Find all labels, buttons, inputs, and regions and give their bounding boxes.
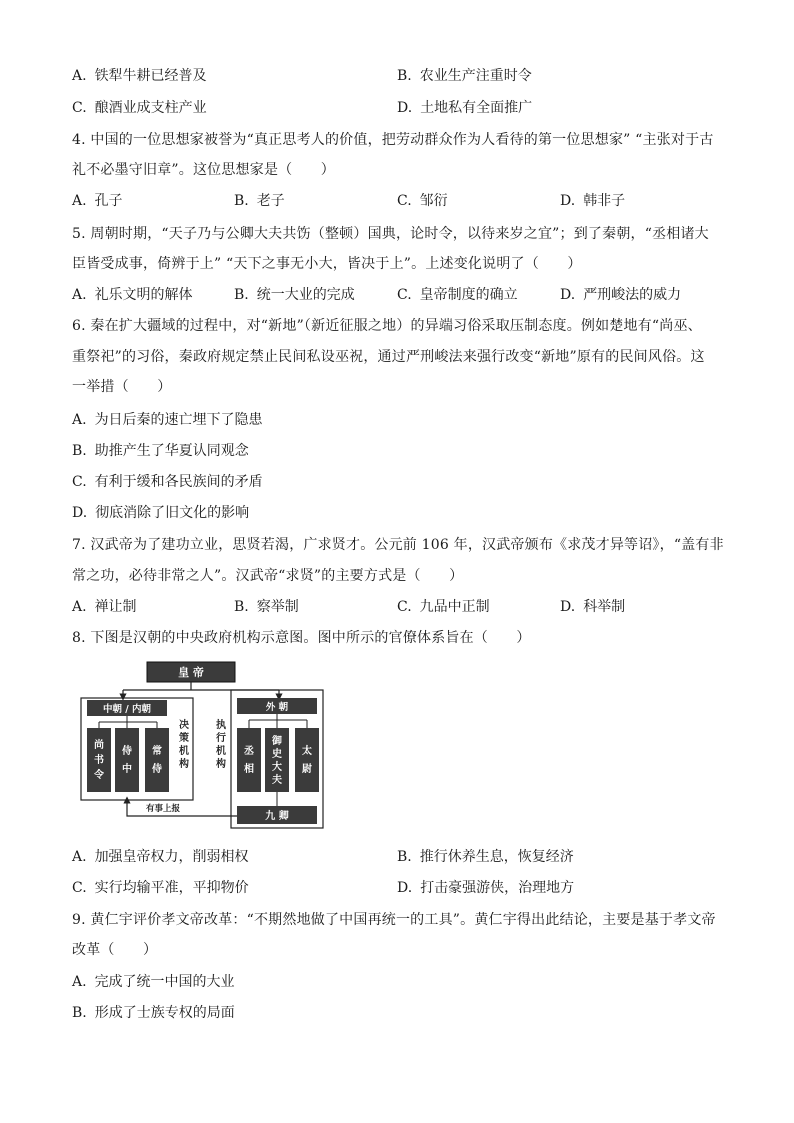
q8-option-c: C. 实行均输平准，平抑物价: [72, 880, 249, 896]
office-chengxiang-c1: 丞: [244, 746, 254, 757]
inner-court-label: 中朝 / 内朝: [102, 704, 152, 715]
q6-option-b: B. 助推产生了华夏认同观念: [72, 443, 249, 459]
q4-option-a: A. 孔子: [72, 193, 123, 209]
q6-stem-line2: 重祭祀”的习俗，秦政府规定禁止民间私设巫祝，通过严刑峻法来强行改变“新地”原有的民间风俗。这: [72, 349, 705, 365]
q9-stem-line1: 9. 黄仁宇评价孝文帝改革：“不期然地做了中国再统一的工具”。黄仁宇得出此结论，主要是基于孝文帝: [72, 912, 716, 928]
q5-option-a: A. 礼乐文明的解体: [72, 287, 193, 303]
q4-option-c: C. 邹衍: [397, 193, 448, 209]
q8-option-a: A. 加强皇帝权力，削弱相权: [72, 849, 249, 865]
q6-option-d: D. 彻底消除了旧文化的影响: [72, 505, 250, 521]
q7-option-b: B. 察举制: [234, 599, 299, 615]
q7-option-c: C. 九品中正制: [397, 599, 490, 615]
q7-stem-line1: 7. 汉武帝为了建功立业，思贤若渴，广求贤才。公元前 106 年，汉武帝颁布《求茂才异等诏》，“盖有非: [72, 537, 724, 553]
q9-option-a: A. 完成了统一中国的大业: [72, 974, 235, 990]
outer-court-label: 外 朝: [265, 702, 289, 713]
q4-stem-line2: 礼不必墨守旧章”。这位思想家是（ ）: [72, 162, 335, 178]
office-shangshuling-c1: 尚: [94, 740, 104, 751]
han-government-diagram: [79, 660, 324, 832]
q5-stem-line2: 臣皆受成事，倚辨于上” “天下之事无小大，皆决于上”。上述变化说明了（ ）: [72, 256, 582, 272]
q7-option-d: D. 科举制: [560, 599, 626, 615]
office-yushidafu-c3: 大: [272, 762, 282, 773]
decision-label-c3: 机: [179, 746, 189, 757]
q5-option-d: D. 严刑峻法的威力: [560, 287, 682, 303]
q6-stem-line3: 一举措（ ）: [72, 379, 172, 395]
decision-label-c2: 策: [179, 733, 189, 744]
office-changshi: [145, 728, 169, 792]
office-shizhong-c1: 侍: [122, 746, 132, 757]
q3-option-a: A. 铁犁牛耕已经普及: [72, 68, 207, 84]
q6-option-a: A. 为日后秦的速亡埋下了隐患: [72, 412, 263, 428]
office-shangshuling-c3: 令: [94, 770, 104, 781]
q6-option-c: C. 有利于缓和各民族间的矛盾: [72, 474, 263, 490]
q3-option-b: B. 农业生产注重时令: [397, 68, 532, 84]
nine-ministers-label: 九 卿: [265, 811, 289, 822]
q9-stem-line2: 改革（ ）: [72, 942, 158, 958]
office-shangshuling-c2: 书: [94, 755, 104, 766]
office-taiwei-c1: 太: [302, 746, 312, 757]
q3-option-d: D. 土地私有全面推广: [397, 100, 533, 116]
emperor-label: 皇 帝: [178, 666, 204, 679]
office-shizhong: [115, 728, 139, 792]
q7-option-a: A. 禅让制: [72, 599, 137, 615]
q7-stem-line2: 常之功，必待非常之人”。汉武帝“求贤”的主要方式是（ ）: [72, 568, 464, 584]
office-yushidafu-c1: 御: [272, 736, 282, 747]
decision-label-c1: 决: [179, 720, 189, 731]
q8-option-b: B. 推行休养生息，恢复经济: [397, 849, 574, 865]
execution-label-c1: 执: [216, 720, 226, 731]
decision-label-c4: 构: [179, 759, 189, 770]
office-changshi-c1: 常: [152, 746, 162, 757]
office-yushidafu-c4: 夫: [272, 775, 282, 786]
q8-stem: 8. 下图是汉朝的中央政府机构示意图。图中所示的官僚体系旨在（ ）: [72, 630, 531, 646]
q5-option-c: C. 皇帝制度的确立: [397, 287, 518, 303]
office-chengxiang-c2: 相: [244, 764, 254, 775]
report-label: 有事上报: [145, 804, 181, 814]
office-shizhong-c2: 中: [122, 764, 132, 775]
q4-stem-line1: 4. 中国的一位思想家被誉为“真正思考人的价值，把劳动群众作为人看待的第一位思想家” “主张对于古: [72, 132, 714, 148]
execution-label-c4: 构: [216, 759, 226, 770]
q5-stem-line1: 5. 周朝时期，“天子乃与公卿大夫共饬（整顿）国典，论时令，以待来岁之宜”；到了秦朝，“丞相诸大: [72, 226, 709, 242]
q8-option-d: D. 打击豪强游侠，治理地方: [397, 880, 575, 896]
office-chengxiang: [237, 728, 261, 792]
q9-option-b: B. 形成了士族专权的局面: [72, 1005, 235, 1021]
office-yushidafu-c2: 史: [272, 749, 282, 760]
q3-option-c: C. 酿酒业成支柱产业: [72, 100, 207, 116]
q6-stem-line1: 6. 秦在扩大疆域的过程中，对“新地”（新近征服之地）的异端习俗采取压制态度。例如楚地有“尚巫、: [72, 318, 702, 334]
execution-label-c3: 机: [216, 746, 226, 757]
q5-option-b: B. 统一大业的完成: [234, 287, 355, 303]
office-taiwei: [295, 728, 319, 792]
q4-option-b: B. 老子: [234, 193, 285, 209]
execution-label-c2: 行: [216, 733, 226, 744]
q4-option-d: D. 韩非子: [560, 193, 626, 209]
office-changshi-c2: 侍: [152, 764, 162, 775]
office-taiwei-c2: 尉: [302, 764, 312, 775]
